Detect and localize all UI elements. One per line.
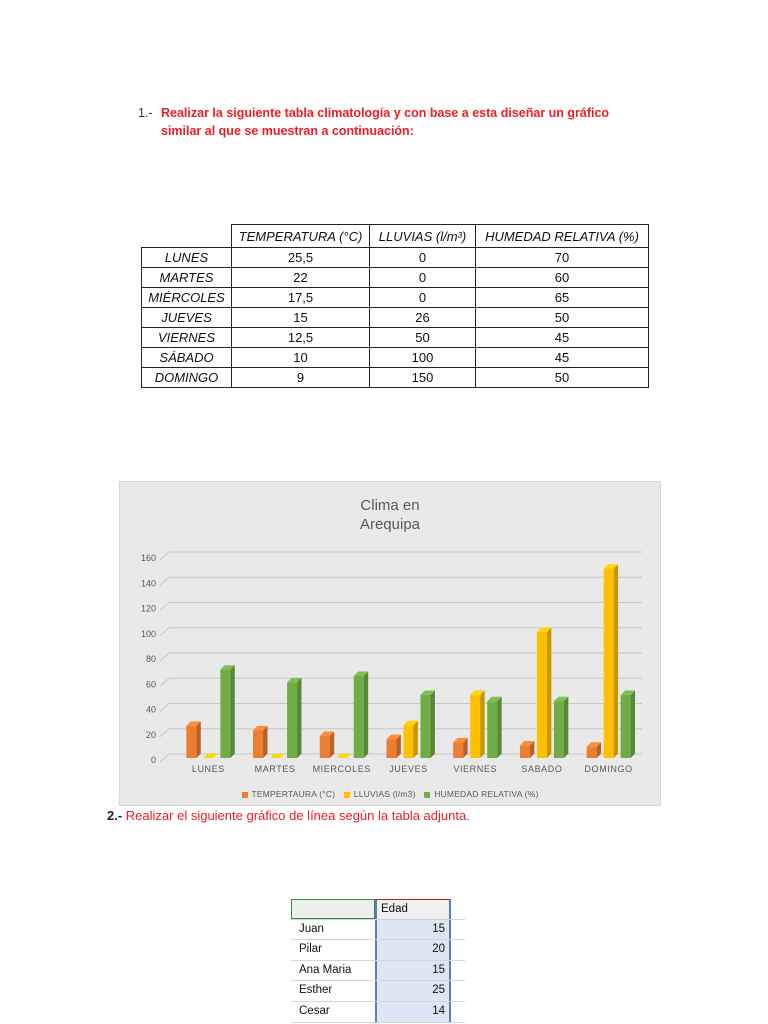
bar-side — [631, 690, 635, 758]
temp-cell: 10 — [232, 348, 370, 368]
sheet-age-cell[interactable]: 25 — [375, 981, 451, 1001]
bar — [354, 676, 364, 758]
bar-side — [364, 672, 368, 758]
climate-table — [141, 224, 649, 388]
table-corner — [142, 225, 232, 248]
sheet-name-cell[interactable]: Cesar — [291, 1002, 375, 1022]
humidity-cell: 50 — [476, 368, 649, 388]
bar — [604, 569, 614, 758]
bar — [220, 670, 230, 758]
table-row — [142, 248, 649, 268]
sheet-header-row — [291, 899, 465, 920]
header-rain: LLUVIAS (l/m³) — [370, 225, 476, 248]
legend-swatch — [242, 792, 248, 798]
x-tick-label: JUEVES — [389, 764, 428, 774]
exercise-2-number: 2.- — [107, 808, 123, 823]
chart-title-line-1: Clima en — [360, 497, 420, 514]
bar-side — [414, 721, 418, 758]
table-header-row — [142, 225, 649, 248]
rain-cell: 100 — [370, 348, 476, 368]
x-tick-label: SABADO — [521, 764, 563, 774]
exercise-1-text: Realizar la siguiente tabla climatología y con base a esta diseñar un gráfico similar al que se muestran a continuación: — [161, 106, 610, 138]
bar — [320, 736, 330, 758]
x-tick-label: DOMINGO — [584, 764, 633, 774]
table-row — [142, 348, 649, 368]
y-tick-label: 0 — [150, 755, 156, 765]
y-tick-label: 80 — [145, 654, 156, 664]
bar-side — [263, 726, 267, 758]
day-cell: DOMINGO — [142, 368, 232, 388]
y-tick-label: 160 — [140, 553, 156, 563]
sheet-name-cell[interactable]: Ana Maria — [291, 961, 375, 981]
temp-cell: 15 — [232, 308, 370, 328]
legend-item-rain — [344, 789, 416, 799]
legend-item-temperature — [242, 789, 336, 799]
table-row — [142, 288, 649, 308]
temp-cell: 12,5 — [232, 328, 370, 348]
table-row — [142, 308, 649, 328]
temp-cell: 22 — [232, 268, 370, 288]
bar-side — [480, 690, 484, 758]
x-tick-label: VIERNES — [453, 764, 498, 774]
sheet-row — [291, 961, 465, 982]
chart-title-line-2: Arequipa — [359, 516, 421, 533]
sheet-age-cell[interactable]: 15 — [375, 961, 451, 981]
sheet-row — [291, 1002, 465, 1023]
table-row — [142, 368, 649, 388]
humidity-cell: 45 — [476, 348, 649, 368]
y-tick-label: 120 — [140, 603, 156, 614]
sheet-row — [291, 981, 465, 1002]
sheet-age-cell[interactable]: 14 — [375, 1002, 451, 1022]
sheet-row — [291, 920, 465, 941]
sheet-column-header[interactable]: Edad — [375, 899, 451, 919]
exercise-2-heading — [107, 808, 470, 823]
x-tick-label: MARTES — [254, 764, 296, 774]
humidity-cell: 65 — [476, 288, 649, 308]
exercise-2-text: Realizar el siguiente gráfico de línea según la tabla adjunta. — [125, 808, 470, 823]
humidity-cell: 70 — [476, 248, 649, 268]
gridline — [160, 577, 642, 585]
sheet-corner-cell[interactable] — [291, 899, 375, 919]
gridline — [160, 603, 642, 611]
temp-cell: 9 — [232, 368, 370, 388]
bar — [487, 701, 497, 758]
bar — [404, 725, 414, 758]
legend-swatch — [424, 792, 430, 798]
bar — [621, 695, 631, 758]
y-tick-label: 20 — [145, 729, 156, 740]
bar-side — [497, 697, 501, 758]
day-cell: VIERNES — [142, 328, 232, 348]
bar-side — [330, 732, 334, 758]
climate-chart — [119, 481, 661, 806]
y-tick-label: 100 — [140, 628, 156, 639]
legend-item-humidity — [424, 789, 538, 799]
bar — [253, 730, 263, 758]
spreadsheet-snippet — [291, 899, 465, 1024]
sheet-name-cell[interactable]: Pilar — [291, 940, 375, 960]
bar — [537, 632, 547, 758]
header-humidity: HUMEDAD RELATIVA (%) — [476, 225, 649, 248]
legend-label: LLUVIAS (l/m3) — [353, 789, 416, 799]
rain-cell: 0 — [370, 268, 476, 288]
day-cell: LUNES — [142, 248, 232, 268]
bar-side — [297, 678, 301, 758]
bar-side — [547, 627, 551, 758]
legend-label: HUMEDAD RELATIVA (%) — [434, 789, 539, 799]
bar — [186, 726, 196, 758]
rain-cell: 50 — [370, 328, 476, 348]
bar — [587, 747, 597, 758]
bar — [387, 739, 397, 758]
bar — [554, 701, 564, 758]
gridline — [160, 552, 642, 560]
bar-side — [431, 690, 435, 758]
humidity-cell: 50 — [476, 308, 649, 328]
chart-plot — [120, 482, 662, 807]
rain-cell: 0 — [370, 288, 476, 308]
sheet-row — [291, 940, 465, 961]
bar-side — [196, 721, 200, 758]
bar — [287, 682, 297, 758]
table-row — [142, 268, 649, 288]
rain-cell: 26 — [370, 308, 476, 328]
sheet-name-cell[interactable]: Juan — [291, 920, 375, 940]
y-tick-label: 40 — [145, 704, 156, 715]
x-tick-label: LUNES — [191, 764, 225, 774]
day-cell: SÁBADO — [142, 348, 232, 368]
sheet-age-cell[interactable]: 15 — [375, 920, 451, 940]
bar-side — [230, 665, 234, 758]
bar — [470, 695, 480, 758]
day-cell: MIÉRCOLES — [142, 288, 232, 308]
bar-side — [564, 697, 568, 758]
y-tick-label: 140 — [140, 578, 156, 589]
legend-label: TEMPERTAURA (°C) — [251, 789, 336, 799]
x-tick-label: MIERCOLES — [312, 764, 371, 774]
temp-cell: 17,5 — [232, 288, 370, 308]
bar — [453, 742, 463, 758]
y-tick-label: 60 — [145, 679, 156, 690]
bar — [520, 745, 530, 758]
day-cell: JUEVES — [142, 308, 232, 328]
rain-cell: 0 — [370, 248, 476, 268]
gridline — [160, 628, 642, 636]
chart-legend — [120, 789, 660, 799]
bar — [421, 695, 431, 758]
sheet-age-cell[interactable]: 20 — [375, 940, 451, 960]
temp-cell: 25,5 — [232, 248, 370, 268]
legend-swatch — [344, 792, 350, 798]
header-temperature: TEMPERATURA (°C) — [232, 225, 370, 248]
sheet-name-cell[interactable]: Esther — [291, 981, 375, 1001]
day-cell: MARTES — [142, 268, 232, 288]
bar-side — [614, 564, 618, 758]
gridline — [160, 653, 642, 661]
humidity-cell: 60 — [476, 268, 649, 288]
table-row — [142, 328, 649, 348]
exercise-1-number: 1.- — [138, 106, 153, 120]
humidity-cell: 45 — [476, 328, 649, 348]
rain-cell: 150 — [370, 368, 476, 388]
